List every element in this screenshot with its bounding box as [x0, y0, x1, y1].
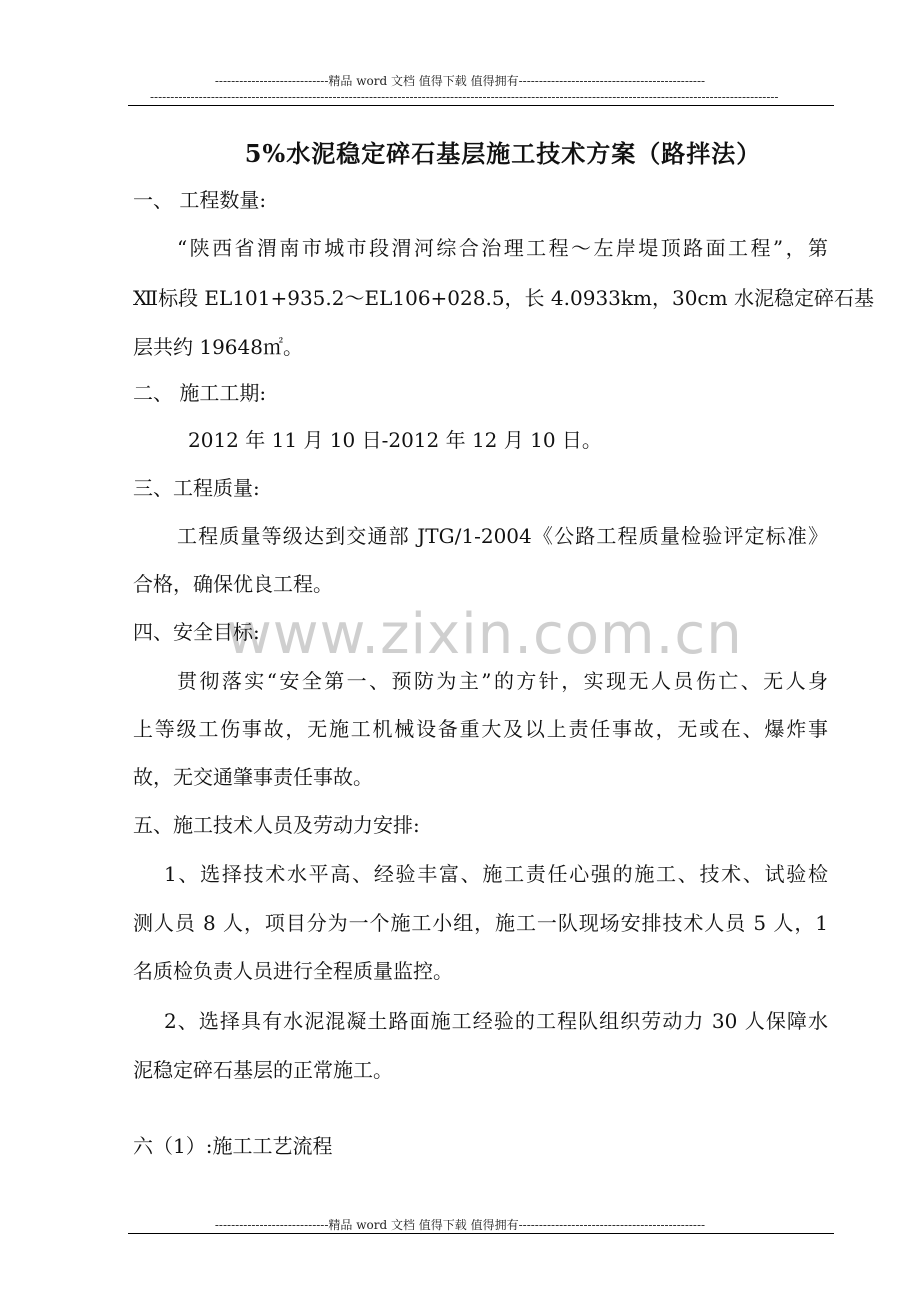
- section-5-item-2-line-1: 2、选择具有水泥混凝土路面施工经验的工程队组织劳动力 30 人保障水: [164, 1009, 828, 1033]
- watermark: www.zixin.com.cn: [226, 602, 743, 667]
- section-6-heading: 六（1）:施工工艺流程: [133, 1134, 333, 1158]
- section-4-line-1: 贯彻落实“安全第一、预防为主”的方针，实现无人员伤亡、无人身: [177, 669, 828, 693]
- header-dash-line: -----------------------------------------------------------------------------------------------------------------------------------------------------------: [150, 90, 779, 104]
- header-banner: ----------------------------精品 word 文档 值得下载 值得拥有----------------------------------------------: [214, 74, 706, 88]
- footer-banner: ----------------------------精品 word 文档 值得下载 值得拥有----------------------------------------------: [214, 1218, 706, 1232]
- section-2-heading: 二、 施工工期:: [133, 381, 267, 405]
- footer-rule: [128, 1233, 834, 1234]
- section-1-line-3: 层共约 19648㎡。: [133, 335, 303, 359]
- section-1-line-2: Ⅻ标段 EL101+935.2～EL106+028.5，长 4.0933km，30cm 水泥稳定碎石基: [133, 286, 874, 310]
- header-rule: [128, 105, 834, 106]
- document-title: 5%水泥稳定碎石基层施工技术方案（路拌法）: [244, 139, 762, 168]
- section-4-line-3: 故，无交通肇事责任事故。: [133, 765, 373, 789]
- section-5-item-1-line-2: 测人员 8 人，项目分为一个施工小组，施工一队现场安排技术人员 5 人，1: [133, 911, 828, 935]
- section-2-line-1: 2012 年 11 月 10 日-2012 年 12 月 10 日。: [188, 428, 602, 452]
- section-3-heading: 三、工程质量:: [133, 476, 260, 500]
- section-3-line-1: 工程质量等级达到交通部 JTG/1-2004《公路工程质量检验评定标准》: [177, 524, 828, 548]
- section-4-heading: 四、安全目标:: [133, 620, 260, 644]
- section-5-item-1-line-3: 名质检负责人员进行全程质量监控。: [133, 959, 453, 983]
- section-1-heading: 一、 工程数量:: [133, 188, 267, 212]
- section-4-line-2: 上等级工伤事故，无施工机械设备重大及以上责任事故，无或在、爆炸事: [133, 717, 828, 741]
- section-3-line-2: 合格，确保优良工程。: [133, 572, 333, 596]
- section-5-item-2-line-2: 泥稳定碎石基层的正常施工。: [133, 1058, 393, 1082]
- section-5-item-1-line-1: 1、选择技术水平高、经验丰富、施工责任心强的施工、技术、试验检: [164, 862, 828, 886]
- section-1-line-1: “陕西省渭南市城市段渭河综合治理工程～左岸堤顶路面工程”，第: [177, 236, 828, 260]
- section-5-heading: 五、施工技术人员及劳动力安排:: [133, 813, 420, 837]
